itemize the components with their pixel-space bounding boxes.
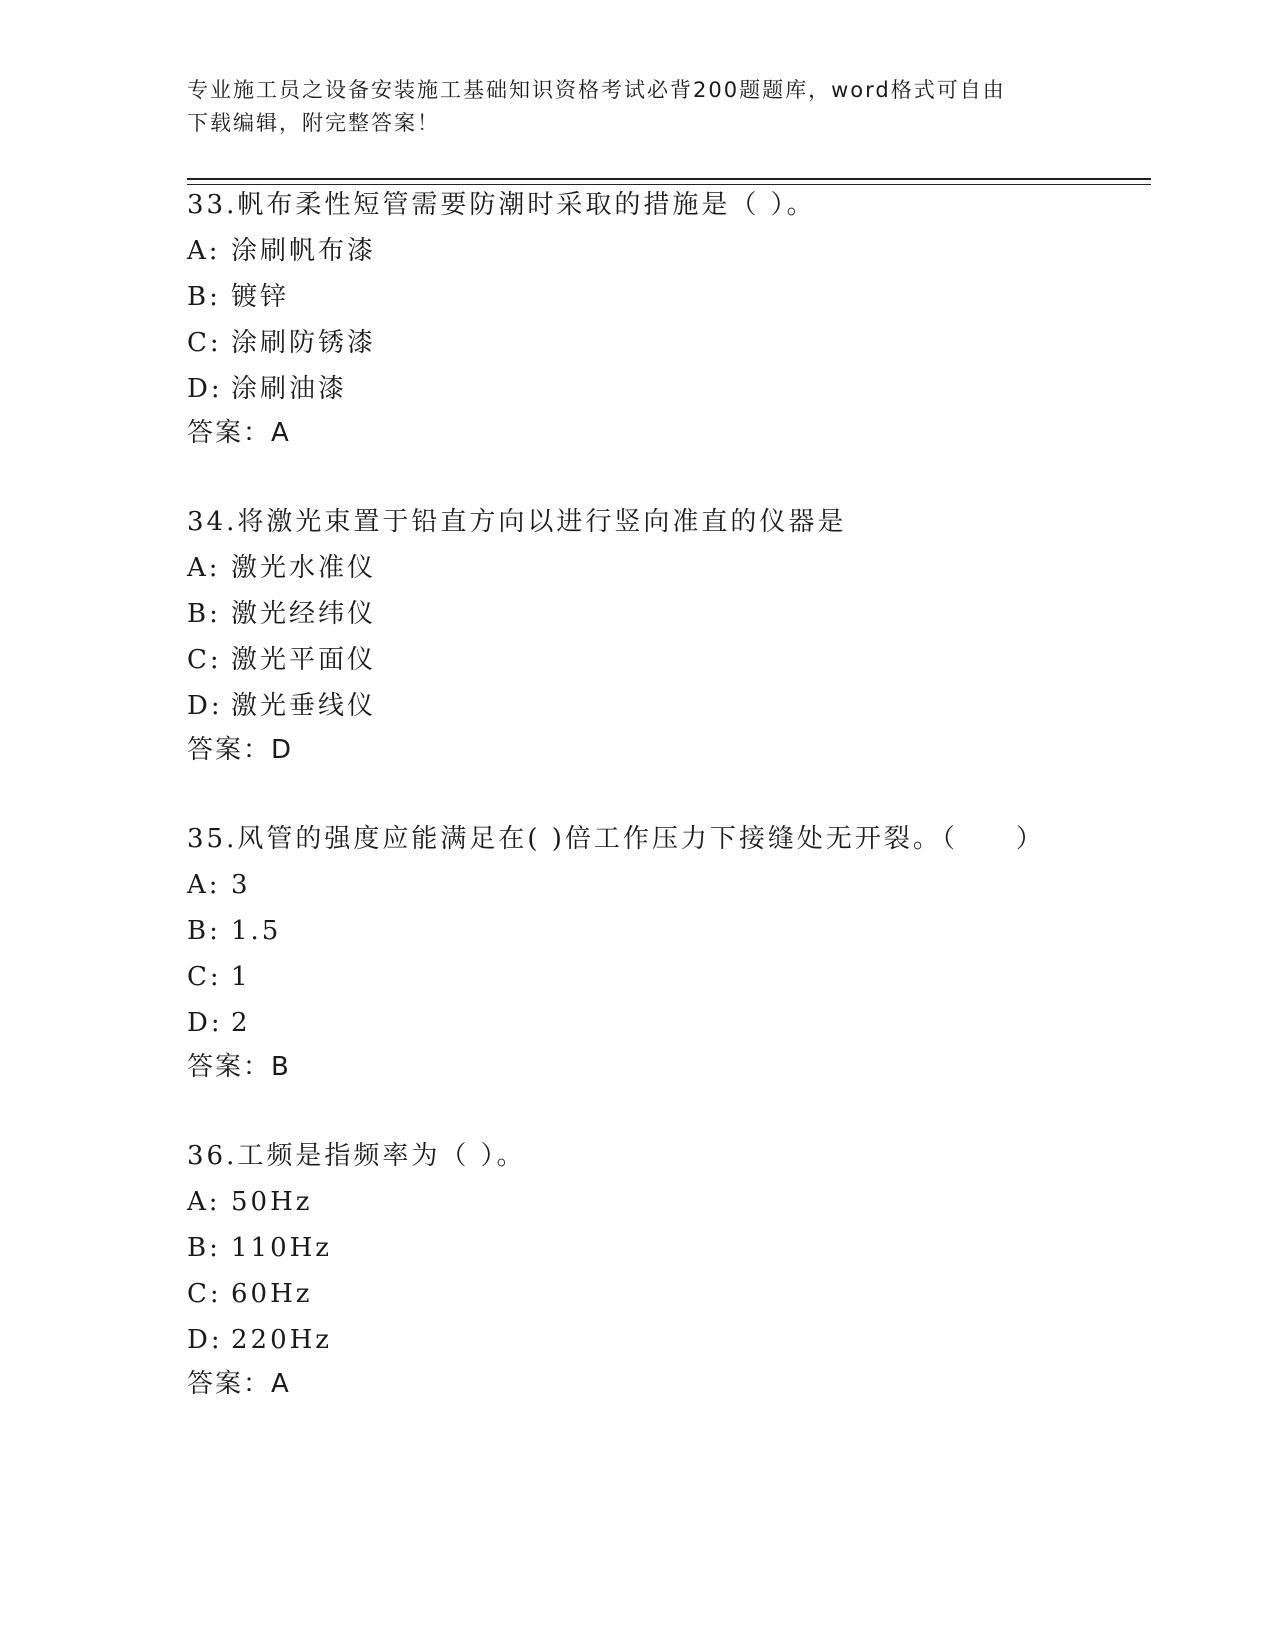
- option-c: [187, 960, 1151, 994]
- header-divider-thin: [187, 184, 1151, 185]
- option-b: [187, 280, 1151, 314]
- question-34: [187, 505, 1151, 767]
- option-d: [187, 689, 1151, 723]
- option-text: 涂刷油漆: [231, 374, 348, 404]
- option-b: [187, 914, 1151, 948]
- answer-value: A: [271, 418, 291, 448]
- option-key: A:: [187, 870, 221, 900]
- option-c: [187, 1277, 1151, 1311]
- question-stem: 33.帆布柔性短管需要防潮时采取的措施是（ ）。: [187, 190, 816, 220]
- header-line-1: 专业施工员之设备安装施工基础知识资格考试必背200题题库，word格式可自由: [187, 78, 1006, 102]
- option-key: C:: [187, 1279, 222, 1309]
- answer-label: 答案：: [187, 1369, 272, 1399]
- option-text: 涂刷帆布漆: [231, 236, 377, 266]
- option-key: A:: [187, 553, 221, 583]
- answer-label: 答案：: [187, 418, 272, 448]
- option-a: [187, 551, 1151, 585]
- question-stem: 34.将激光束置于铅直方向以进行竖向准直的仪器是: [187, 507, 847, 537]
- option-key: C:: [187, 328, 222, 358]
- option-text: 激光水准仪: [231, 553, 377, 583]
- answer-line: [187, 733, 1151, 767]
- option-text: 激光垂线仪: [231, 691, 377, 721]
- option-key: D:: [187, 1008, 223, 1038]
- answer-line: [187, 416, 1151, 450]
- option-b: [187, 597, 1151, 631]
- answer-label: 答案：: [187, 1052, 272, 1082]
- option-d: [187, 372, 1151, 406]
- question-35: [187, 822, 1151, 1084]
- option-key: B:: [187, 916, 221, 946]
- option-key: A:: [187, 236, 221, 266]
- option-text: 激光经纬仪: [231, 599, 377, 629]
- option-text: 1: [231, 962, 251, 992]
- document-header: [187, 74, 1087, 140]
- header-line-2: 下载编辑，附完整答案！: [187, 111, 440, 135]
- option-text: 涂刷防锈漆: [231, 328, 377, 358]
- option-c: [187, 643, 1151, 677]
- answer-line: [187, 1050, 1151, 1084]
- option-text: 50Hz: [231, 1187, 313, 1217]
- answer-line: [187, 1367, 1151, 1401]
- question-36: [187, 1139, 1151, 1401]
- question-stem: 35.风管的强度应能满足在( )倍工作压力下接缝处无开裂。（ ）: [187, 824, 1045, 854]
- option-text: 110Hz: [231, 1233, 332, 1263]
- option-key: C:: [187, 645, 222, 675]
- option-c: [187, 326, 1151, 360]
- option-text: 220Hz: [231, 1325, 332, 1355]
- answer-value: B: [271, 1052, 291, 1082]
- header-divider-thick: [187, 178, 1151, 180]
- option-key: B:: [187, 282, 221, 312]
- option-text: 2: [231, 1008, 251, 1038]
- option-b: [187, 1231, 1151, 1265]
- question-stem: 36.工频是指频率为（ ）。: [187, 1141, 526, 1171]
- option-text: 3: [231, 870, 251, 900]
- option-text: 1.5: [231, 916, 282, 946]
- option-key: D:: [187, 374, 223, 404]
- option-key: D:: [187, 691, 223, 721]
- option-a: [187, 1185, 1151, 1219]
- option-key: C:: [187, 962, 222, 992]
- option-d: [187, 1323, 1151, 1357]
- option-key: D:: [187, 1325, 223, 1355]
- option-a: [187, 234, 1151, 268]
- option-text: 激光平面仪: [231, 645, 377, 675]
- answer-value: A: [271, 1369, 291, 1399]
- answer-label: 答案：: [187, 735, 272, 765]
- option-key: A:: [187, 1187, 221, 1217]
- answer-value: D: [271, 735, 294, 765]
- option-key: B:: [187, 1233, 221, 1263]
- option-text: 60Hz: [231, 1279, 313, 1309]
- option-a: [187, 868, 1151, 902]
- option-key: B:: [187, 599, 221, 629]
- option-text: 镀锌: [231, 282, 290, 312]
- question-33: [187, 188, 1151, 450]
- option-d: [187, 1006, 1151, 1040]
